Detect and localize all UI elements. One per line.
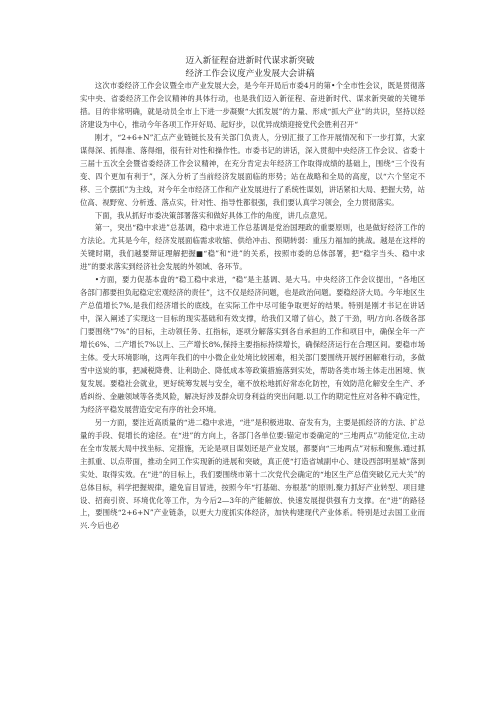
paragraph-5: •方面，要力促基本盘的“稳工稳中求进，“稳”是主基调、是大马。中央经济工作会议提出，“各地区各部门都要担负起稳定宏观经济的责任”，这不仅是经济问题，也是政治问题。要稳经济大局。今年地区生产总值增长7%,是我们经济增长的底线，在实际工作中尽可能争取更好的结果。特别是刚才书记在讲话中，深入阐述了实现这一目标的现实基础和有效支撑，给我们又增了信心，鼓了干劲，明/方向.各级各部门要围绕”7%”的目标，主动领任务、扛指标，逐项分解落实到各自承担的工作和项目中，确保全年一产增长6%、二产增长7%以上、三产增长8%,保持主要指标持续增长，确保经济运行在合理区间。要稳市场主体。受大环境影响，这两年我们的中小微企业处境比较困难，相关部门要围绕开展纾困解难行动，多做雪中送炭的事，把减税降费、让利助企、降低成本等政策措施落到实处，帮助各类市场主体走出困境、恢复发展。要稳社会就业，更好统筹发展与安全，毫不放松地抓好常态化防控，有效防范化解安全生产、矛盾纠纷、金融领域等各类风险，解决好涉及群众切身利益的突出问题.以工作的期定性应对各种不确定性，为经济平稳发展营造安定有序的社会环境。: [80, 275, 425, 414]
document-title: 迈入新征程奋进新时代谋求新突破: [185, 56, 315, 66]
paragraph-4: 第一，突出“稳中求进”总基调，稳中求进工作总基调是党治国理政的重要原则，也是做好经济工作的方法论。尤其是今年，经济发展面临需求收缩、供给冲击、预期转弱：重压力福加的挑战。越是在这样的关键时期，我们越要辩证理解把握■“稳”和“进”的关系，按照市委的总体部署，把“稳字当头、稳中求进”的要求落实到经济社会发展的外领域、各环节。: [80, 223, 425, 272]
document-subtitle: 经济工作会议度产业发展大会讲稿: [185, 69, 315, 79]
paragraph-1: 这次市委经济工作会议暨全市产业发展大会，是今年开局后市委4月的第•个全市性会议，既是贯彻落实中央、省委经济工作会议精神的具体行动，也是我们迈入新征程、奋进新时代、谋求新突破的关键举措。目的非常明确，就是动员全市上下进一步凝聚“大抓发展”的力量、形成“抓大产业”的共识，坚持以经济建设为中心，推动今年各项工作开好局、起好步，以优异成绩迎接党代会胜利召开“: [80, 81, 425, 129]
title-block: [0, 55, 500, 81]
document-body: [80, 80, 425, 533]
paragraph-3: 下面，我从抓好市委决策部署落实和做好具体工作的角度，讲几点意见。: [94, 210, 332, 220]
paragraph-2: 刚才，“2+6+N”汇点产业链链长及有关部门负责人，分别汇报了工作开展情况和下一步打算，大家谋得深、抓得准、落得细，很有针对性和操作性。市委书记的讲话，深入贯彻中央经济工作会议、省委十三届十五次全会暨省委经济工作会议精神，在充分肯定去年经济工作取得成绩的基础上，围绕“三个没有变、四个更加有利于”，深入分析了当前经济发展面临的形势；站在战略和全局的高度，以“六个坚定不移、三个摆抓”为主线，对今年全市经济工作和产业发展进行了系统性谋划，讲话紧扣大局、把握大势，站位高、视野宽、分析透、落点实，针对性、指导性都很强，我们要认真学习领会，全力贯彻落实。: [80, 132, 425, 207]
paragraph-6: 另一方面，要注近高质量的“进二稳中求进，“进”是积极进取、奋发有为，主要是抓经济的方法、扩总量的手段、促增长的途径。在“进”的方向上，各部门各单位要:锚定市委确定的“三地两点”功能定位,主动在全市发展大局中找坐标、定措施，无论是项目谋划还是产业发展，都要向“三地两点”对标和聚焦.通过抓主抓重、以点带面，推动全同工作实现新的进展和突破，真正使“打造省城副中心、建设西部明星城”落到实处、取得实效。在“进”的目标上，我们要围绕市第十二次党代会确定的“地区生产总值突破亿元大关”的总体目标，科学把握规律，避免盲目冒进，按照今年“打基础、夯根基”的原则,聚力抓好产业转型、项目建设、招商引资、环境优化等工作，为今后2—3年的产能解放、快速发展提供强有力支撑。在“进”的路径上，要围绕“2+6+N”产业链条，以更大力度抓实体经济，加快构建现代产业体系。特别是过去国工业而兴.今后也必: [80, 417, 425, 531]
